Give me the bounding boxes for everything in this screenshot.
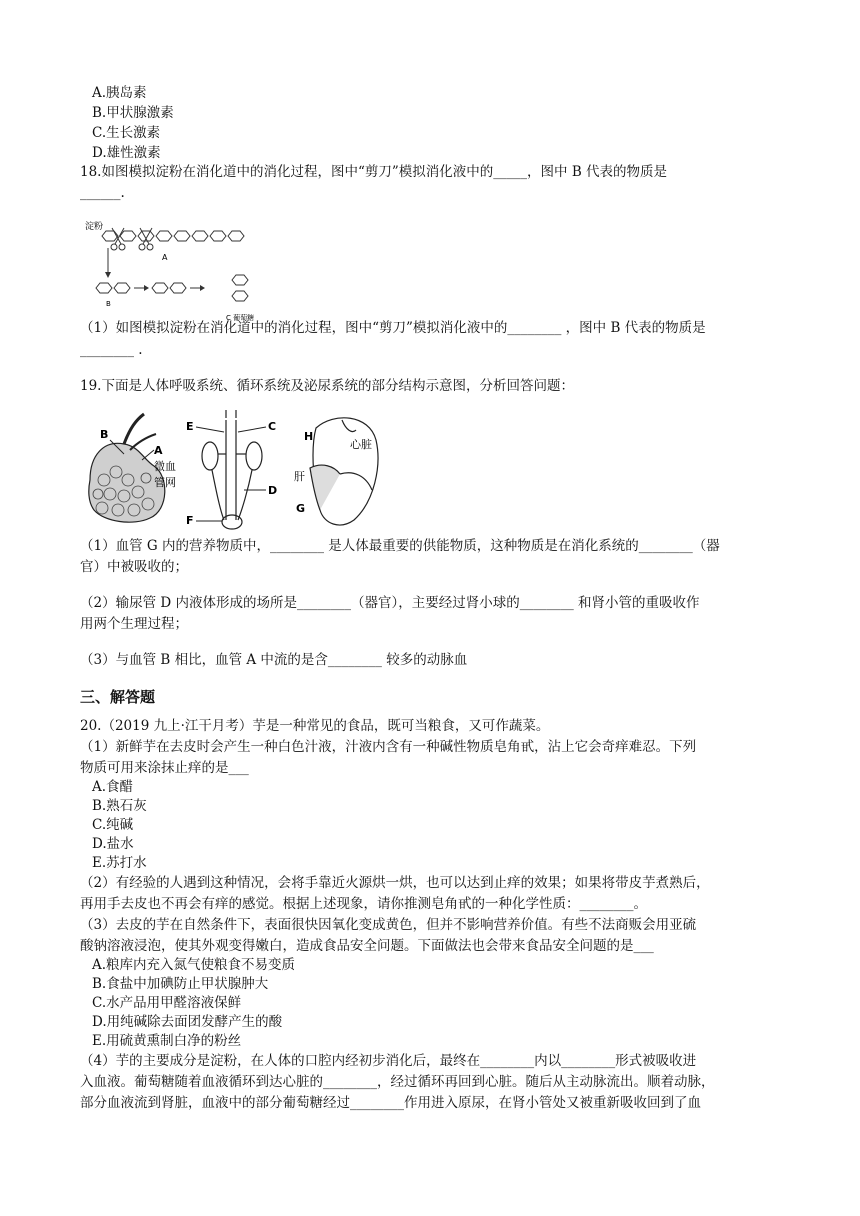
q20-part1: （1）新鲜芋在去皮时会产生一种白色汁液，汁液内含有一种碱性物质皂角甙，沾上它会奇痒难忍。下列 — [80, 739, 697, 755]
q20-p1-option-b: B.熟石灰 — [92, 798, 147, 814]
q20-p3-option-e: E.用硫黄熏制白净的粉丝 — [92, 1033, 242, 1049]
q20-p1-option-e: E.苏打水 — [92, 855, 147, 871]
q18-sub1-cont: ________ . — [80, 342, 143, 358]
fig-label-b: B — [106, 300, 111, 308]
q20-part1-cont: 物质可用来涂抹止痒的是___ — [80, 760, 249, 776]
q19-sub2: （2）输尿管 D 内液体形成的场所是________（器官），主要经过肾小球的________ 和肾小管的重吸收作 — [80, 595, 700, 611]
fig-label-f: F — [186, 514, 194, 527]
q20-part2: （2）有经验的人遇到这种情况，会将手靠近火源烘一烘，也可以达到止痒的效果；如果将带皮芋煮熟后， — [80, 875, 710, 891]
q19-question: 19.下面是人体呼吸系统、循环系统及泌尿系统的部分结构示意图，分析回答问题： — [80, 378, 574, 394]
q17-option-a: A.胰岛素 — [92, 85, 147, 101]
q20-part3-cont: 酸钠溶液浸泡，使其外观变得嫩白，造成食品安全问题。下面做法也会带来食品安全问题的是___ — [80, 938, 654, 954]
fig-label-capillary-1: 微血 — [154, 460, 176, 473]
section-heading: 三、解答题 — [80, 688, 156, 706]
q20-p1-option-c: C.纯碱 — [92, 817, 134, 833]
q17-option-c: C.生长激素 — [92, 125, 161, 141]
fig-label-g: G — [296, 502, 306, 515]
q20-part4-cont1: 入血液。葡萄糖随着血液循环到达心脏的________，经过循环再回到心脏。随后从主动脉流出。顺着动脉， — [80, 1074, 715, 1090]
starch-digestion-figure — [84, 216, 256, 326]
q19-sub1-cont: 官）中被吸收的； — [80, 559, 188, 575]
fig-label-starch: 淀粉 — [85, 222, 104, 232]
fig-label-liver: 肝 — [294, 470, 305, 483]
q20-part2-cont: 再用手去皮也不再会有痒的感觉。根据上述现象，请你推测皂角甙的一种化学性质：________。 — [80, 896, 647, 912]
q19-sub2-cont: 用两个生理过程； — [80, 616, 188, 632]
q18-question: 18.如图模拟淀粉在消化道中的消化过程，图中“剪刀”模拟消化液中的_____，图中 B 代表的物质是 — [80, 164, 668, 180]
heart-liver-diagram — [310, 418, 378, 525]
q19-sub3: （3）与血管 B 相比，血管 A 中流的是含________ 较多的动脉血 — [80, 652, 468, 668]
q18-question-cont: ______. — [80, 185, 125, 201]
fig-label-c: C 葡萄糖 — [226, 314, 255, 322]
body-systems-figure — [84, 410, 394, 532]
q20-part4-cont2: 部分血液流到肾脏，血液中的部分葡萄糖经过________作用进入原尿，在肾小管处又被重新吸收回到了血 — [80, 1095, 701, 1111]
q20-part3: （3）去皮的芋在自然条件下，表面很快因氧化变成黄色，但并不影响营养价值。有些不法商贩会用亚硫 — [80, 917, 697, 933]
q20-p1-option-a: A.食醋 — [92, 779, 134, 795]
q20-p3-option-d: D.用纯碱除去面团发酵产生的酸 — [92, 1014, 283, 1030]
fig-label-heart: 心脏 — [350, 438, 372, 451]
fig-label-b2: B — [100, 428, 109, 441]
fig-label-e: E — [186, 420, 194, 433]
q18-sub1: （1）如图模拟淀粉在消化道中的消化过程，图中“剪刀”模拟消化液中的________ ，图中 B 代表的物质是 — [80, 320, 706, 336]
q20-p3-option-b: B.食盐中加碘防止甲状腺肿大 — [92, 976, 269, 992]
fig-label-d: D — [268, 484, 278, 497]
fig-label-h: H — [304, 430, 314, 443]
q20-intro: 20.（2019 九上·江干月考）芋是一种常见的食品，既可当粮食，又可作蔬菜。 — [80, 718, 550, 734]
q17-option-b: B.甲状腺激素 — [92, 105, 174, 121]
fig-label-a: A — [162, 253, 168, 262]
fig-label-capillary-2: 管网 — [154, 476, 176, 489]
q20-p1-option-d: D.盐水 — [92, 836, 134, 852]
q19-sub1: （1）血管 G 内的营养物质中，________ 是人体最重要的供能物质，这种物质是在消化系统的________（器 — [80, 538, 720, 554]
fig-label-a2: A — [154, 444, 163, 457]
q20-p3-option-c: C.水产品用甲醛溶液保鲜 — [92, 995, 242, 1011]
q20-part4: （4）芋的主要成分是淀粉，在人体的口腔内经初步消化后，最终在________内以________形式被吸收进 — [80, 1053, 697, 1069]
q17-option-d: D.雄性激素 — [92, 145, 161, 161]
q20-p3-option-a: A.粮库内充入氮气使粮食不易变质 — [92, 957, 296, 973]
fig-label-c2: C — [268, 420, 277, 433]
urinary-diagram — [202, 410, 262, 529]
